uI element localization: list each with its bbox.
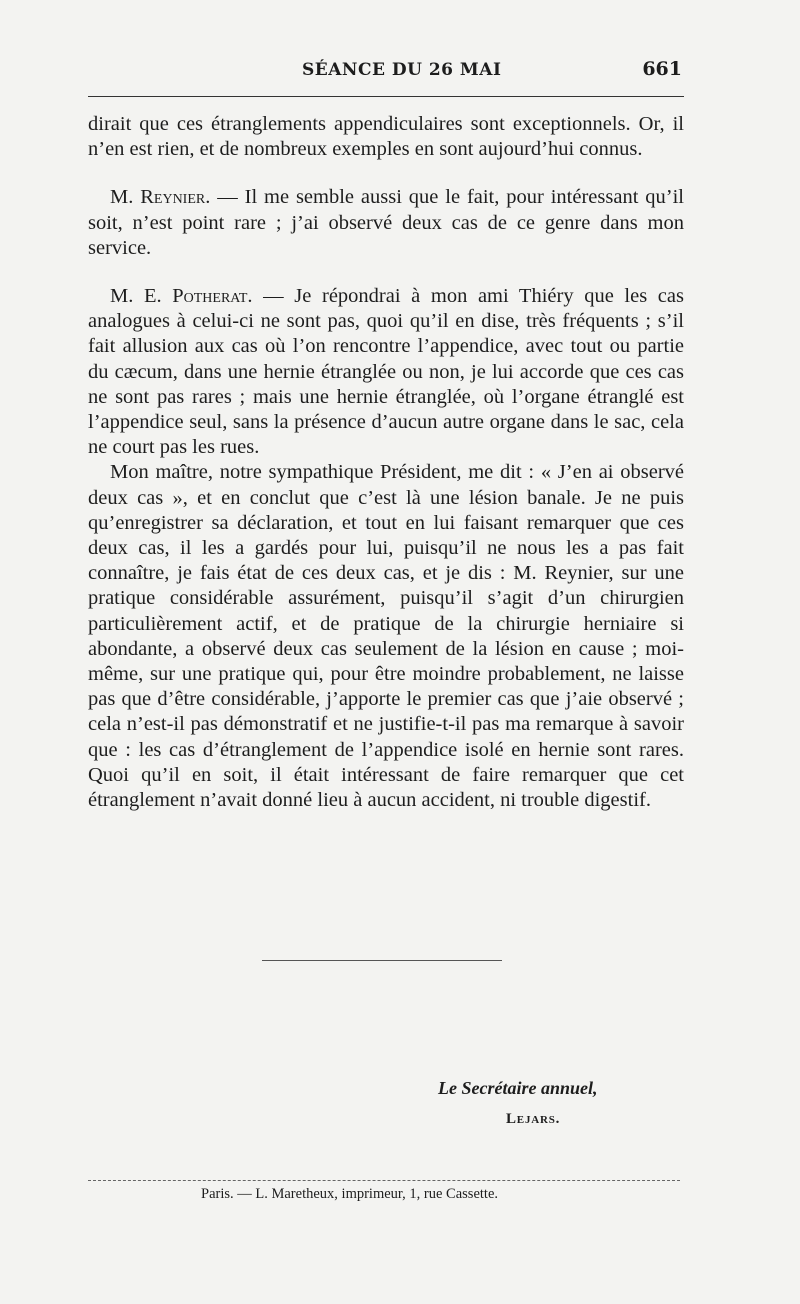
running-title: SÉANCE DU 26 MAI	[302, 60, 502, 80]
paragraph-potherat	[88, 284, 684, 460]
speaker-name: M. E. Potherat.	[110, 285, 253, 308]
paragraph-potherat-continued: Mon maître, notre sympathique Président, me dit : « J’en ai observé deux cas », et en conclut que c’est là une lésion banale. Je ne puis qu’enregistrer sa déclaration, et tout en lui faisant remarquer que ces deux cas, il les a gardés pour lui, puisqu’il ne nous les a pas fait connaître, je fais état de ces deux cas, et je dis : M. Reynier, sur une pratique considérable assurément, puisqu’il s’agit d’un chirurgien particulièrement actif, et de pratique de la chirurgie herniaire si abondante, a observé deux cas seulement de la lésion en cause ; moi-même, sur une pratique qui, pour être moindre probablement, ne laisse pas que d’être considérable, j’apporte le premier cas que j’aie observé ; cela n’est-il pas démonstratif et ne justifie-t-il pas ma remarque à savoir que : les cas d’étranglement de l’appendice isolé en hernie sont rares. Quoi qu’il en soit, il était intéressant de faire remarquer que cet étranglement n’avait donné lieu à aucun accident, ni trouble digestif.	[88, 461, 684, 812]
signature-role: Le Secrétaire annuel,	[438, 1078, 598, 1098]
paragraph-continuation: dirait que ces étranglements appendiculaires sont exceptionnels. Or, il n’en est rien, et de nombreux exemples en sont aujourd’hui connus.	[88, 113, 684, 161]
section-divider	[262, 960, 502, 961]
paragraph-reynier	[88, 185, 684, 261]
footer-rule	[88, 1180, 680, 1181]
speaker-name: M. Reynier.	[110, 186, 211, 209]
speech-text: — Il me semble aussi que le fait, pour intéressant qu’il soit, n’est point rare ; j’ai observé deux cas de ce genre dans mon service.	[88, 186, 684, 259]
body-text	[88, 112, 684, 813]
page-number: 661	[642, 58, 682, 80]
signature-name: Lejars.	[506, 1111, 561, 1127]
speech-text: — Je répondrai à mon ami Thiéry que les cas analogues à celui-ci ne sont pas, quoi qu’il en dise, très fréquents ; s’il fait allusion aux cas où l’on rencontre l’appendice, avec tout ou partie du cæcum, dans une hernie étranglée ou non, je lui accorde que ces cas ne sont pas rares ; mais une hernie étranglée, où l’organe étranglé est l’appendice seul, sans la présence d’aucun autre organe dans le sac, cela ne court pas les rues.	[88, 285, 684, 459]
printer-imprint: Paris. — L. Maretheux, imprimeur, 1, rue Cassette.	[201, 1186, 499, 1202]
running-header	[88, 60, 684, 86]
header-rule	[88, 96, 684, 97]
